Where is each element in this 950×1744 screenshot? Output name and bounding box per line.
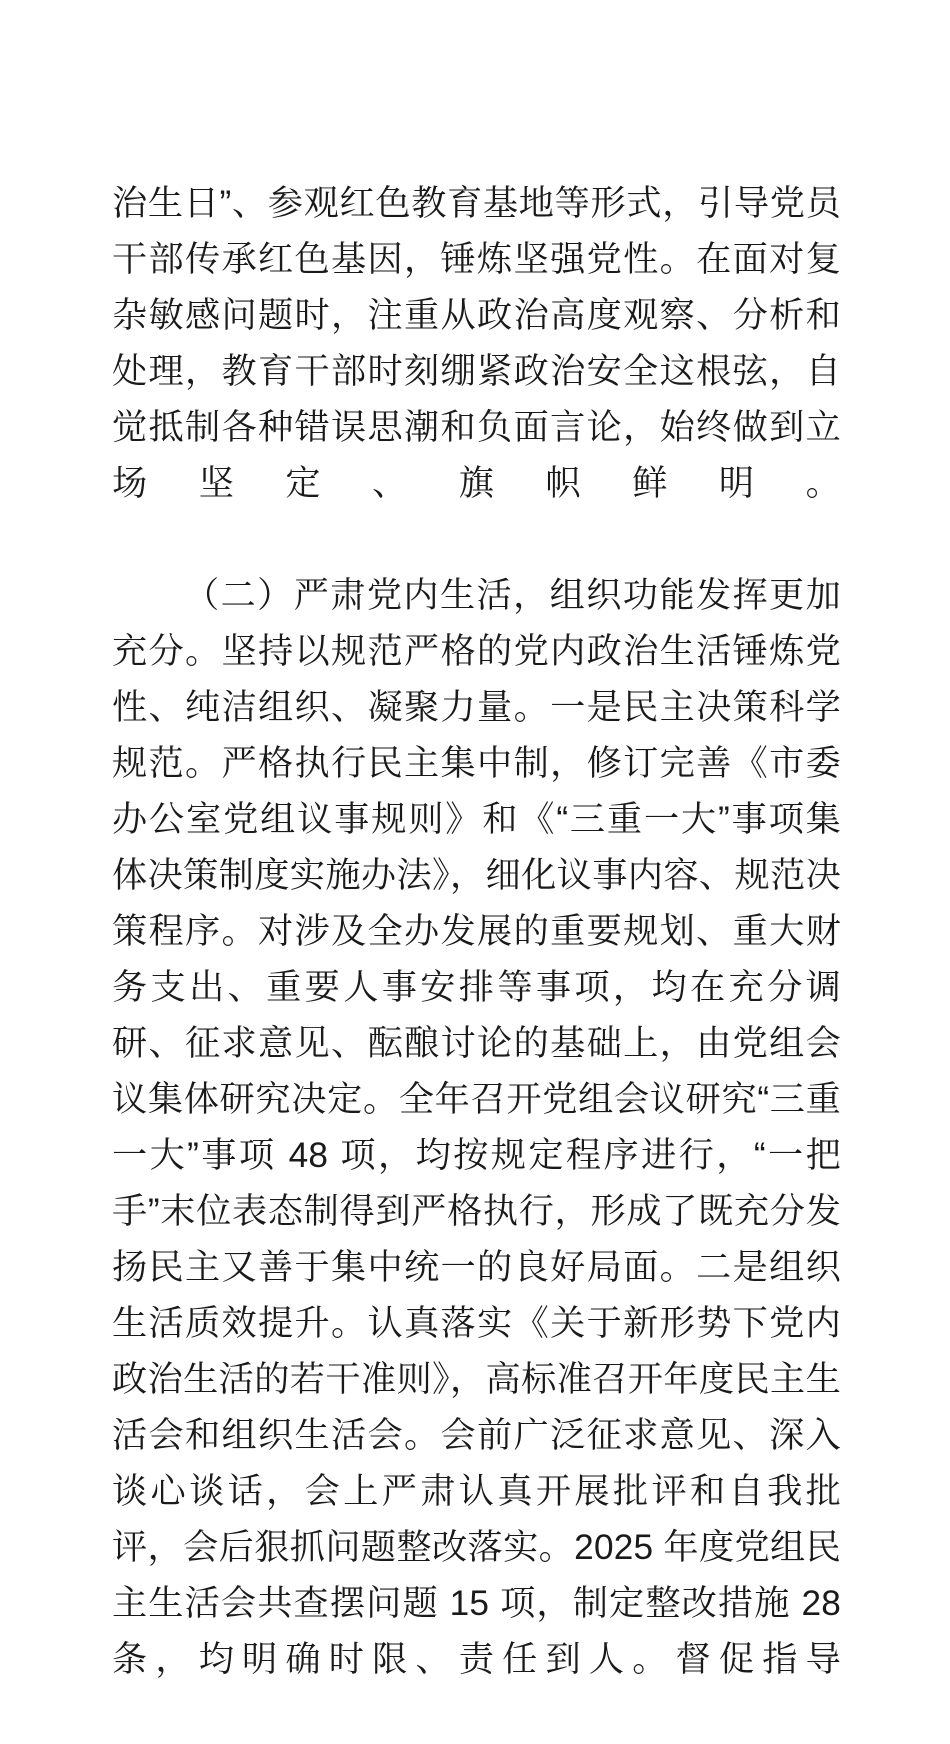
paragraph-section-two: （二）严肃党内生活，组织功能发挥更加充分。坚持以规范严格的党内政治生活锤炼党性、纯洁组织、凝聚力量。一是民主决策科学规范。严格执行民主集中制，修订完善《市委办公室党组议事规则》和《“三重一大”事项集体决策制度实施办法》，细化议事内容、规范决策程序。对涉及全办发展的重要规划、重大财务支出、重要人事安排等事项，均在充分调研、征求意见、酝酿讨论的基础上，由党组会议集体研究决定。全年召开党组会议研究“三重一大”事项 48 项，均按规定程序进行，“一把手”末位表态制得到严格执行，形成了既充分发扬民主又善于集中统一的良好局面。二是组织生活质效提升。认真落实《关于新形势下党内政治生活的若干准则》，高标准召开年度民主生活会和组织生活会。会前广泛征求意见、深入谈心谈话，会上严肃认真开展批评和自我批评，会后狠抓问题整改落实。2025 年度党组民主生活会共查摆问题 15 项，制定整改措施 28 条，均明确时限、责任到人。督促指导 — [112, 576, 851, 1679]
paragraph-continuation: 治生日”、参观红色教育基地等形式，引导党员干部传承红色基因，锤炼坚强党性。在面对复杂敏感问题时，注重从政治高度观察、分析和处理，教育干部时刻绷紧政治安全这根弦，自觉抵制各种错误思潮和负面言论，始终做到立场坚定、旗帜鲜明。 — [112, 184, 841, 503]
document-text-body — [112, 176, 851, 1744]
